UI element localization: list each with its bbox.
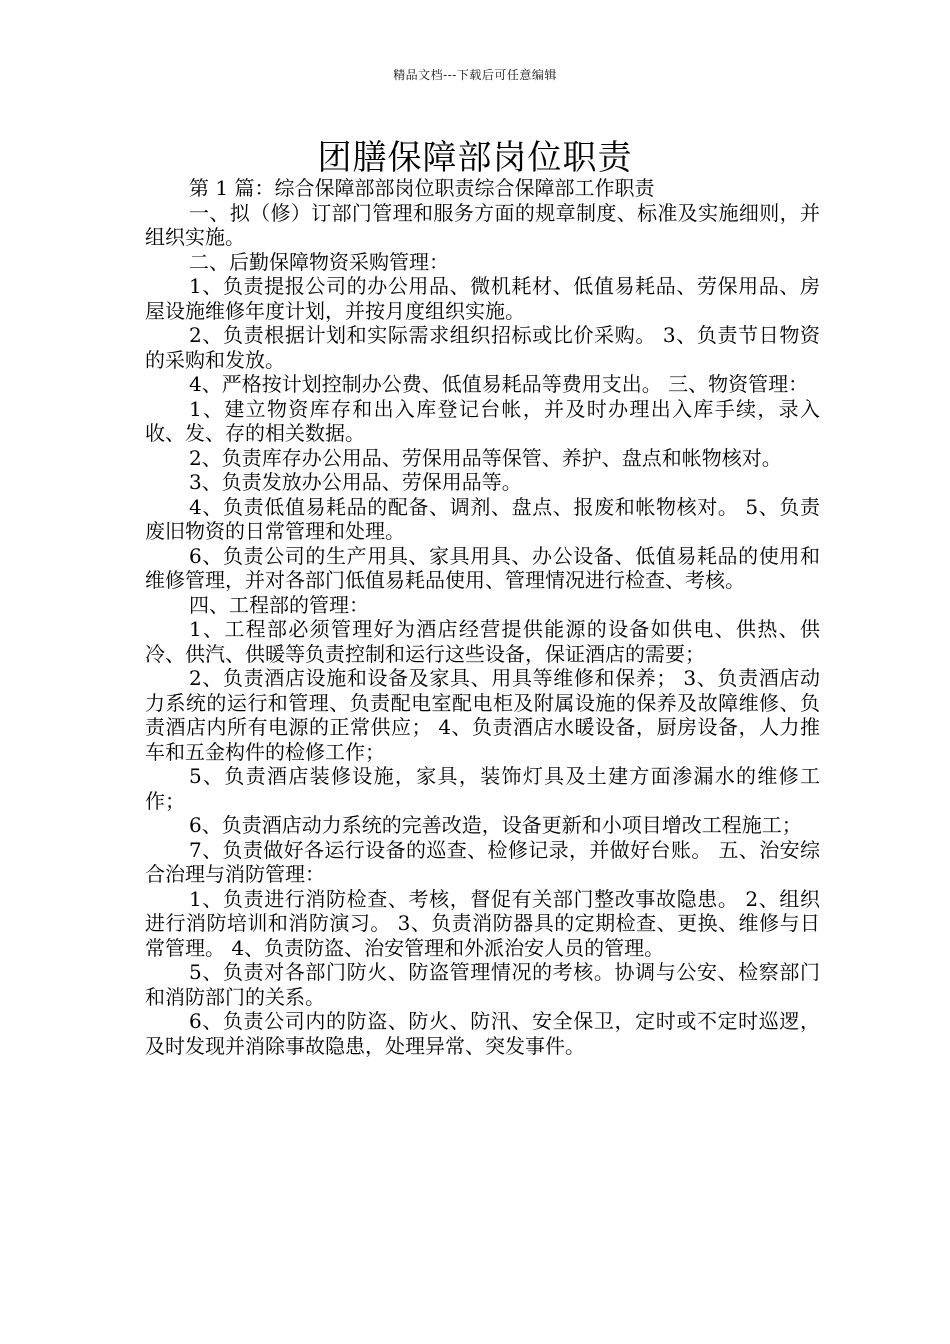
paragraph: 1、负责进行消防检查、考核，督促有关部门整改事故隐患。 2、组织进行消防培训和消防演习。 3、负责消防器具的定期检查、更换、维修与日常管理。 4、负责防盗、治安管理和外派治安人员的管理。 bbox=[145, 886, 820, 960]
paragraph: 6、负责公司的生产用具、家具用具、办公设备、低值易耗品的使用和维修管理，并对各部门低值易耗品使用、管理情况进行检查、考核。 bbox=[145, 543, 820, 592]
document-title: 团膳保障部岗位职责 bbox=[317, 138, 633, 178]
paragraph: 5、负责对各部门防火、防盗管理情况的考核。协调与公安、检察部门和消防部门的关系。 bbox=[145, 960, 820, 1009]
paragraph: 6、负责公司内的防盗、防火、防汛、安全保卫，定时或不定时巡逻，及时发现并消除事故隐患，处理异常、突发事件。 bbox=[145, 1009, 820, 1058]
document-body bbox=[145, 176, 820, 1058]
paragraph: 一、拟（修）订部门管理和服务方面的规章制度、标准及实施细则，并组织实施。 bbox=[145, 200, 820, 249]
paragraph: 4、严格按计划控制办公费、低值易耗品等费用支出。 三、物资管理： bbox=[189, 372, 809, 396]
paragraph: 1、负责提报公司的办公用品、微机耗材、低值易耗品、劳保用品、房屋设施维修年度计划，并按月度组织实施。 bbox=[145, 274, 820, 323]
paragraph: 2、负责根据计划和实际需求组织招标或比价采购。 3、负责节日物资的采购和发放。 bbox=[145, 323, 820, 372]
paragraph: 四、工程部的管理： bbox=[189, 592, 369, 617]
paragraph: 1、工程部必须管理好为酒店经营提供能源的设备如供电、供热、供冷、供汽、供暖等负责控制和运行这些设备，保证酒店的需要； bbox=[145, 617, 820, 666]
paragraph: 二、后勤保障物资采购管理： bbox=[189, 249, 449, 274]
paragraph: 7、负责做好各运行设备的巡查、检修记录，并做好台账。 五、治安综合治理与消防管理： bbox=[145, 837, 820, 886]
paragraph: 6、负责酒店动力系统的完善改造，设备更新和小项目增改工程施工； bbox=[189, 813, 802, 837]
page-header-note: 精品文档---下载后可任意编辑 bbox=[393, 68, 557, 82]
paragraph: 2、负责酒店设施和设备及家具、用具等维修和保养； 3、负责酒店动力系统的运行和管理、负责配电室配电柜及附属设施的保养及故障维修、负责酒店内所有电源的正常供应； 4、负责酒店水暖设备，厨房设备，人力推车和五金构件的检修工作； bbox=[145, 666, 820, 764]
paragraph: 2、负责库存办公用品、劳保用品等保管、养护、盘点和帐物核对。 bbox=[189, 445, 782, 470]
document-subtitle: 第 1 篇：综合保障部部岗位职责综合保障部工作职责 bbox=[189, 176, 655, 200]
paragraph: 4、负责低值易耗品的配备、调剂、盘点、报废和帐物核对。 5、负责废旧物资的日常管理和处理。 bbox=[145, 494, 820, 543]
paragraph: 5、负责酒店装修设施，家具，装饰灯具及土建方面渗漏水的维修工作； bbox=[145, 764, 820, 813]
paragraph: 1、建立物资库存和出入库登记台帐，并及时办理出入库手续，录入收、发、存的相关数据。 bbox=[145, 396, 820, 445]
paragraph: 3、负责发放办公用品、劳保用品等。 bbox=[189, 470, 522, 494]
